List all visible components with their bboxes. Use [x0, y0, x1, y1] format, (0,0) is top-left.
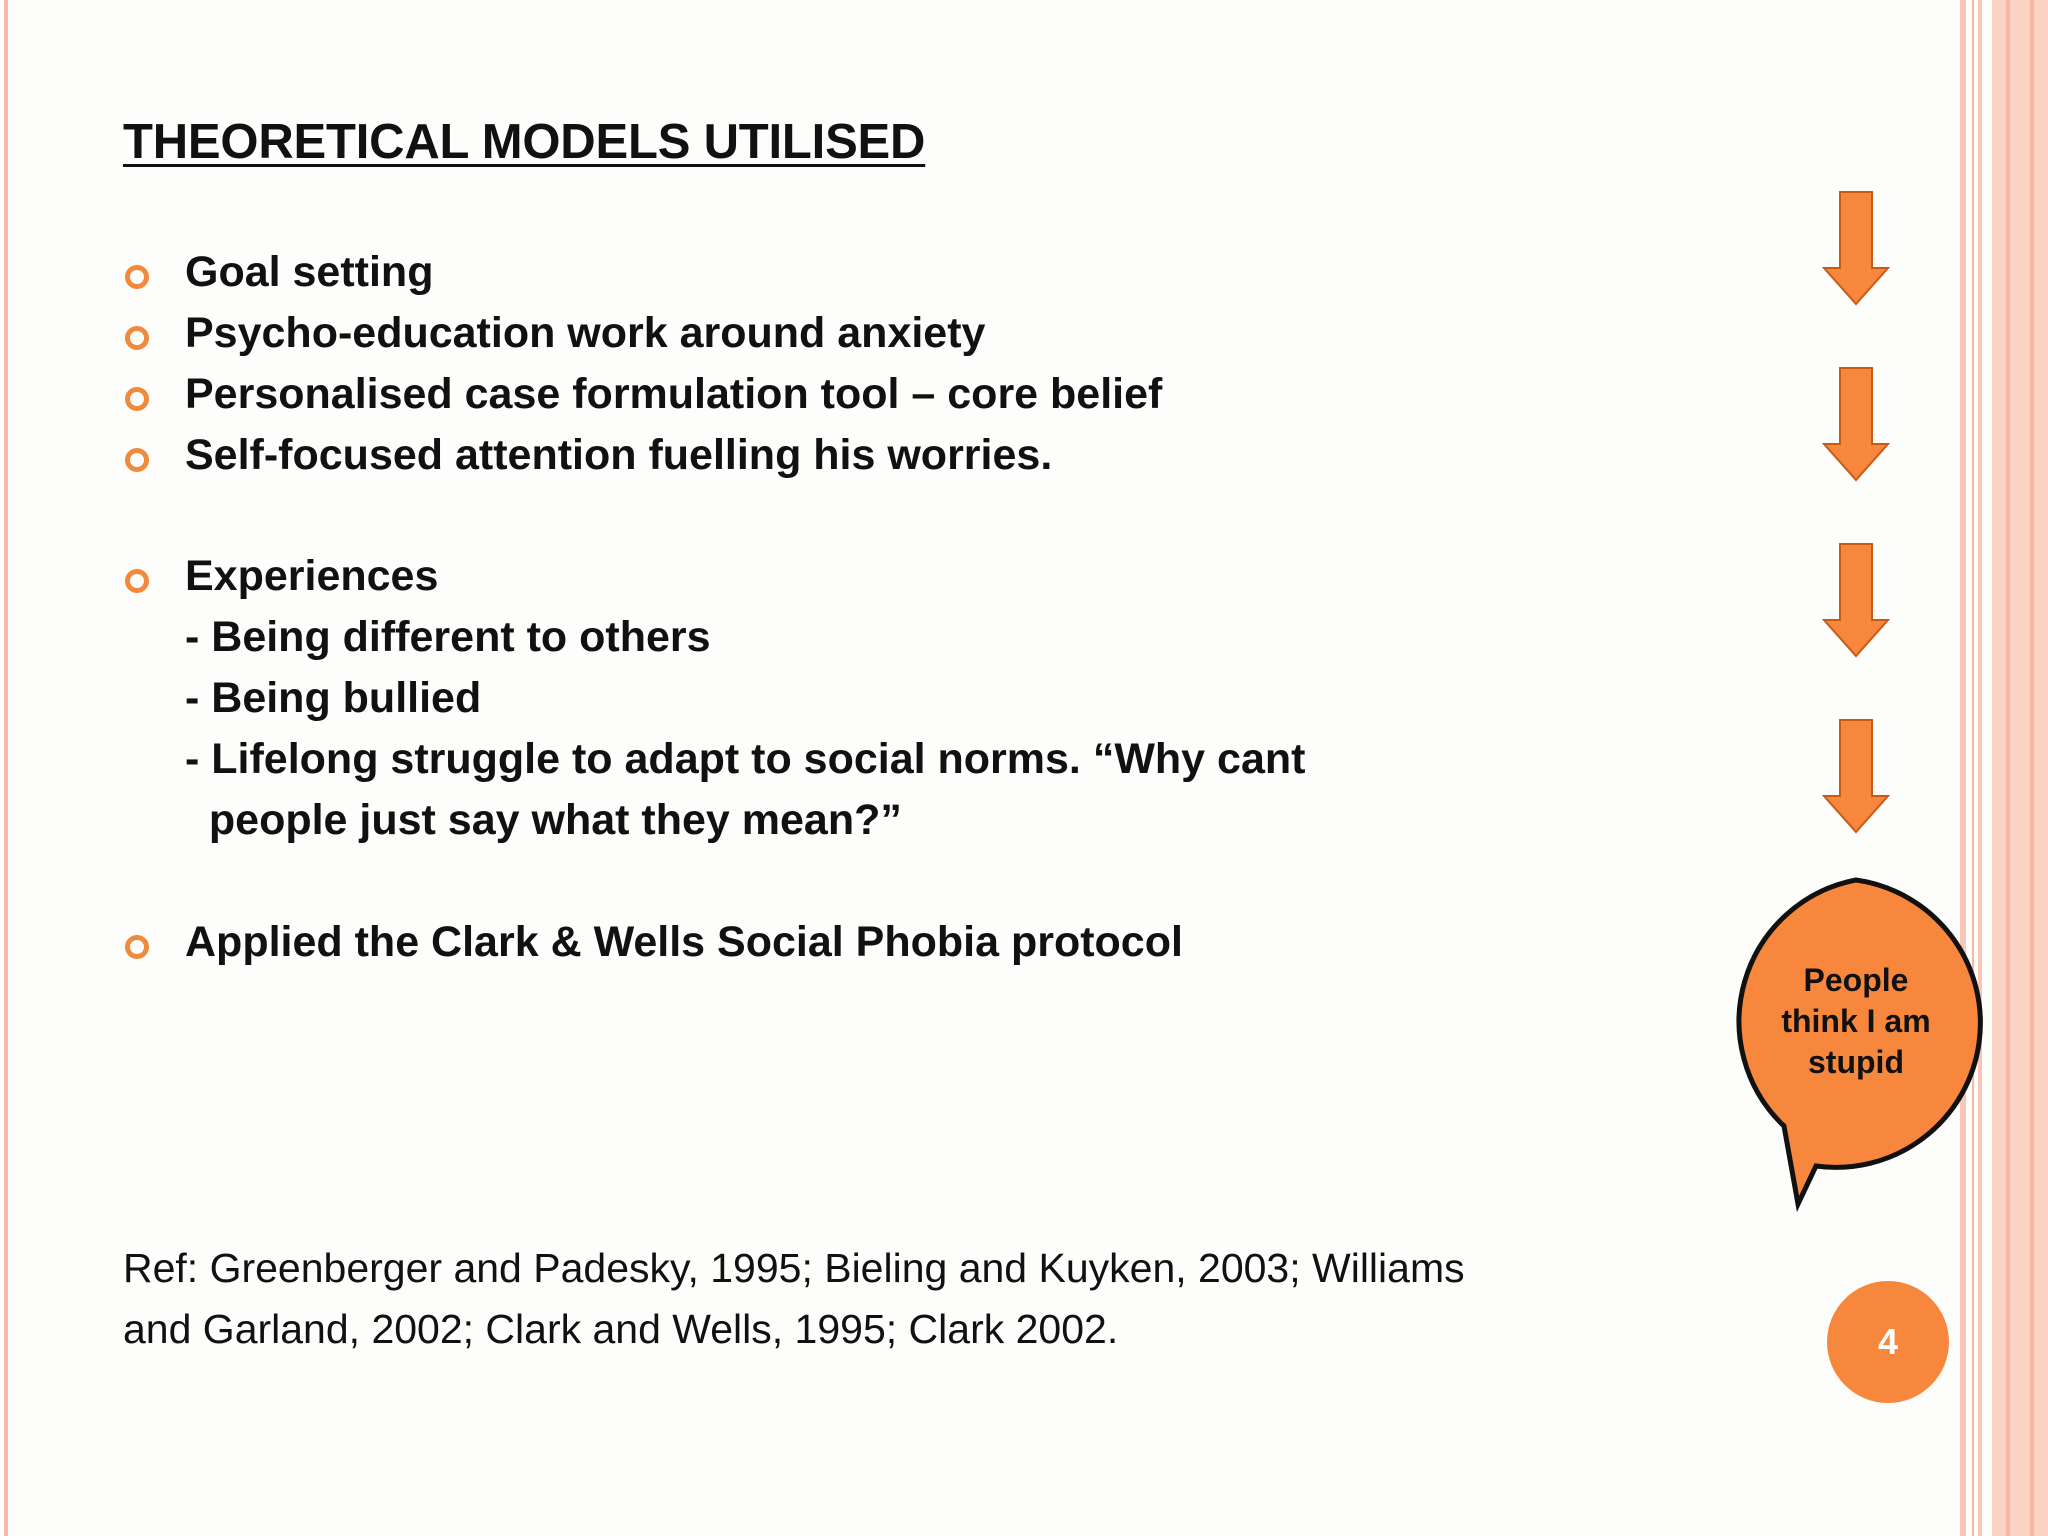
right-border-line: [1972, 0, 1974, 1536]
right-border-line: [1978, 0, 1982, 1536]
circle-bullet-icon: [125, 265, 149, 289]
circle-bullet-icon: [125, 326, 149, 350]
left-border-line: [4, 0, 8, 1536]
speech-bubble-line: People: [1803, 962, 1909, 998]
speech-bubble-line: stupid: [1808, 1044, 1904, 1080]
reference-line: and Garland, 2002; Clark and Wells, 1995; Clark 2002.: [123, 1306, 1119, 1352]
right-border-line: [1960, 0, 1966, 1536]
down-arrow-icon: [1822, 542, 1890, 658]
down-arrow-icon: [1822, 190, 1890, 306]
bullet-case-formulation: Personalised case formulation tool – core belief: [185, 370, 1163, 418]
speech-bubble-text: [1727, 960, 1985, 1083]
reference-line: Ref: Greenberger and Padesky, 1995; Bieling and Kuyken, 2003; Williams: [123, 1245, 1465, 1291]
right-border-band: [1992, 0, 2048, 1536]
reference-text: [123, 1238, 1683, 1360]
page-number: 4: [1877, 1321, 1899, 1362]
circle-bullet-icon: [125, 448, 149, 472]
bullet-protocol: Applied the Clark & Wells Social Phobia protocol: [185, 918, 1183, 966]
experience-item: - Lifelong struggle to adapt to social norms. “Why cant: [185, 735, 1306, 783]
right-border-line: [2006, 0, 2010, 1536]
bullet-goal-setting: Goal setting: [185, 248, 434, 296]
right-border-line: [2030, 0, 2034, 1536]
down-arrow-icon: [1822, 366, 1890, 482]
experience-item: - Being bullied: [185, 674, 482, 722]
down-arrow-icon: [1822, 718, 1890, 834]
bullet-psycho-education: Psycho-education work around anxiety: [185, 309, 986, 357]
bullet-self-focused-attention: Self-focused attention fuelling his worries.: [185, 431, 1053, 479]
circle-bullet-icon: [125, 935, 149, 959]
speech-bubble-line: think I am: [1781, 1003, 1931, 1039]
bullet-experiences: Experiences: [185, 552, 439, 600]
experience-item: people just say what they mean?”: [185, 796, 902, 844]
slide-title: THEORETICAL MODELS UTILISED: [123, 115, 926, 169]
circle-bullet-icon: [125, 387, 149, 411]
experience-item: - Being different to others: [185, 613, 711, 661]
circle-bullet-icon: [125, 569, 149, 593]
page-number-badge: [1827, 1281, 1949, 1403]
